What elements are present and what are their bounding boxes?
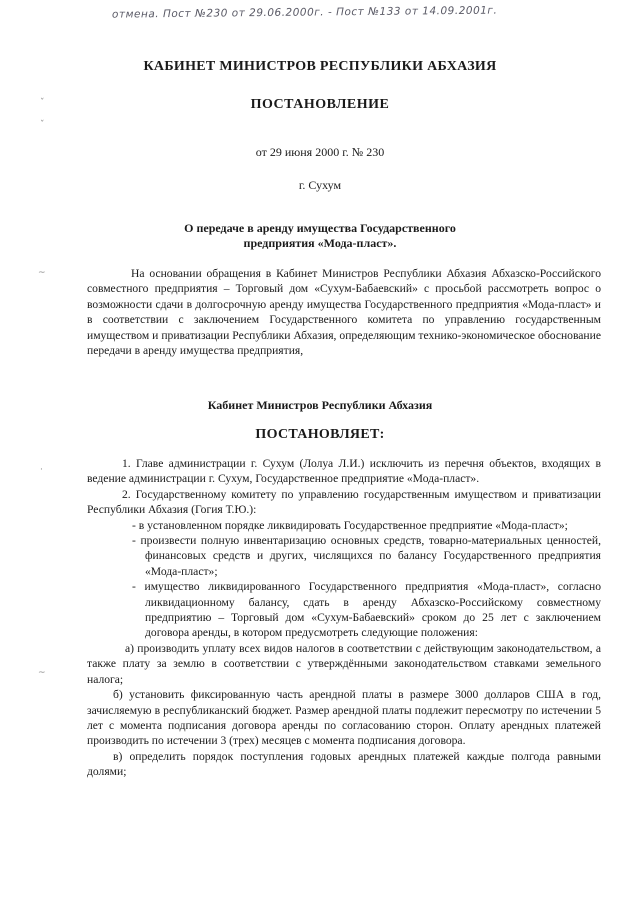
subject-line-1: О передаче в аренду имущества Государственного	[184, 221, 456, 235]
scan-margin-mark: ·	[40, 465, 43, 475]
decree-items	[87, 456, 601, 780]
scan-margin-mark: ~	[38, 268, 46, 278]
ministry-heading: КАБИНЕТ МИНИСТРОВ РЕСПУБЛИКИ АБХАЗИЯ	[143, 59, 497, 74]
item-2-dash-1: - в установленном порядке ликвидировать Государственное предприятие «Мода-пласт»;	[132, 518, 568, 532]
resolves-heading: ПОСТАНОВЛЯЕТ:	[255, 427, 385, 442]
scan-margin-mark: ~	[38, 668, 46, 678]
subitem-a: а) производить уплату всех видов налогов в соответствии с действующим законодательством, а также плату за землю в соответствии с утверждёнными законодательством ставками земельного налога;	[87, 641, 601, 686]
subitem-v: в) определить порядок поступления годовых арендных платежей каждые полгода равными долями;	[87, 749, 601, 779]
scan-margin-mark: ˇ	[40, 120, 45, 130]
decree-subject	[0, 221, 640, 250]
preamble-paragraph: На основании обращения в Кабинет Министров Республики Абхазия Абхазско-Российского совместного предприятия – Торговый дом «Сухум-Бабаевский» с просьбой рассмотреть вопрос о возможности сдачи в долгосрочную аренду имущества Государственного предприятия «Мода-пласт» и в соответствии с заключением Государственного комитета по управлению государственным имуществом и приватизации Республики Абхазия, определяющим технико-экономическое обоснование передачи в аренду имущества предприятия,	[87, 267, 601, 358]
decree-title: ПОСТАНОВЛЕНИЕ	[250, 97, 390, 112]
item-2: 2. Государственному комитету по управлению государственным имуществом и приватизации Республики Абхазия (Гогия Т.Ю.):	[87, 487, 601, 517]
decree-city: г. Сухум	[298, 178, 342, 192]
subject-line-2: предприятия «Мода-пласт».	[243, 235, 397, 250]
scan-margin-mark: ˇ	[40, 98, 45, 108]
subitem-b: б) установить фиксированную часть арендной платы в размере 3000 долларов США в год, зачисляемую в республиканский бюджет. Размер арендной платы подлежит пересмотру по истечении 5 лет с момента подписания договора аренды по согласованию сторон. Оплату арендных платежей производить по истечении 3 (трех) месяцев с момента подписания договора.	[87, 688, 601, 748]
handwritten-annotation: отмена. Пост №230 от 29.06.2000г. - Пост №133 от 14.09.2001г.	[111, 4, 498, 21]
item-1: 1. Главе администрации г. Сухум (Лолуа Л.И.) исключить из перечня объектов, входящих в ведение администрации г. Сухум, Государственное предприятие «Мода-пласт».	[87, 457, 601, 486]
item-2-dash-2: - произвести полную инвентаризацию основных средств, товарно-материальных ценностей, финансовых средств и других, числящихся по балансу Государственного предприятия «Мода-пласт»;	[132, 534, 601, 578]
item-2-dash-3: - имущество ликвидированного Государственного предприятия «Мода-пласт», согласно ликвидационному балансу, сдать в аренду Абхазско-Российскому совместному предприятию – Торговый дом «Сухум-Бабаевский» сроком до 25 лет с заключением договора аренды, в котором предусмотреть следующие положения:	[132, 580, 601, 640]
decree-date-number: от 29 июня 2000 г. № 230	[255, 145, 385, 159]
cabinet-heading: Кабинет Министров Республики Абхазия	[207, 398, 433, 412]
